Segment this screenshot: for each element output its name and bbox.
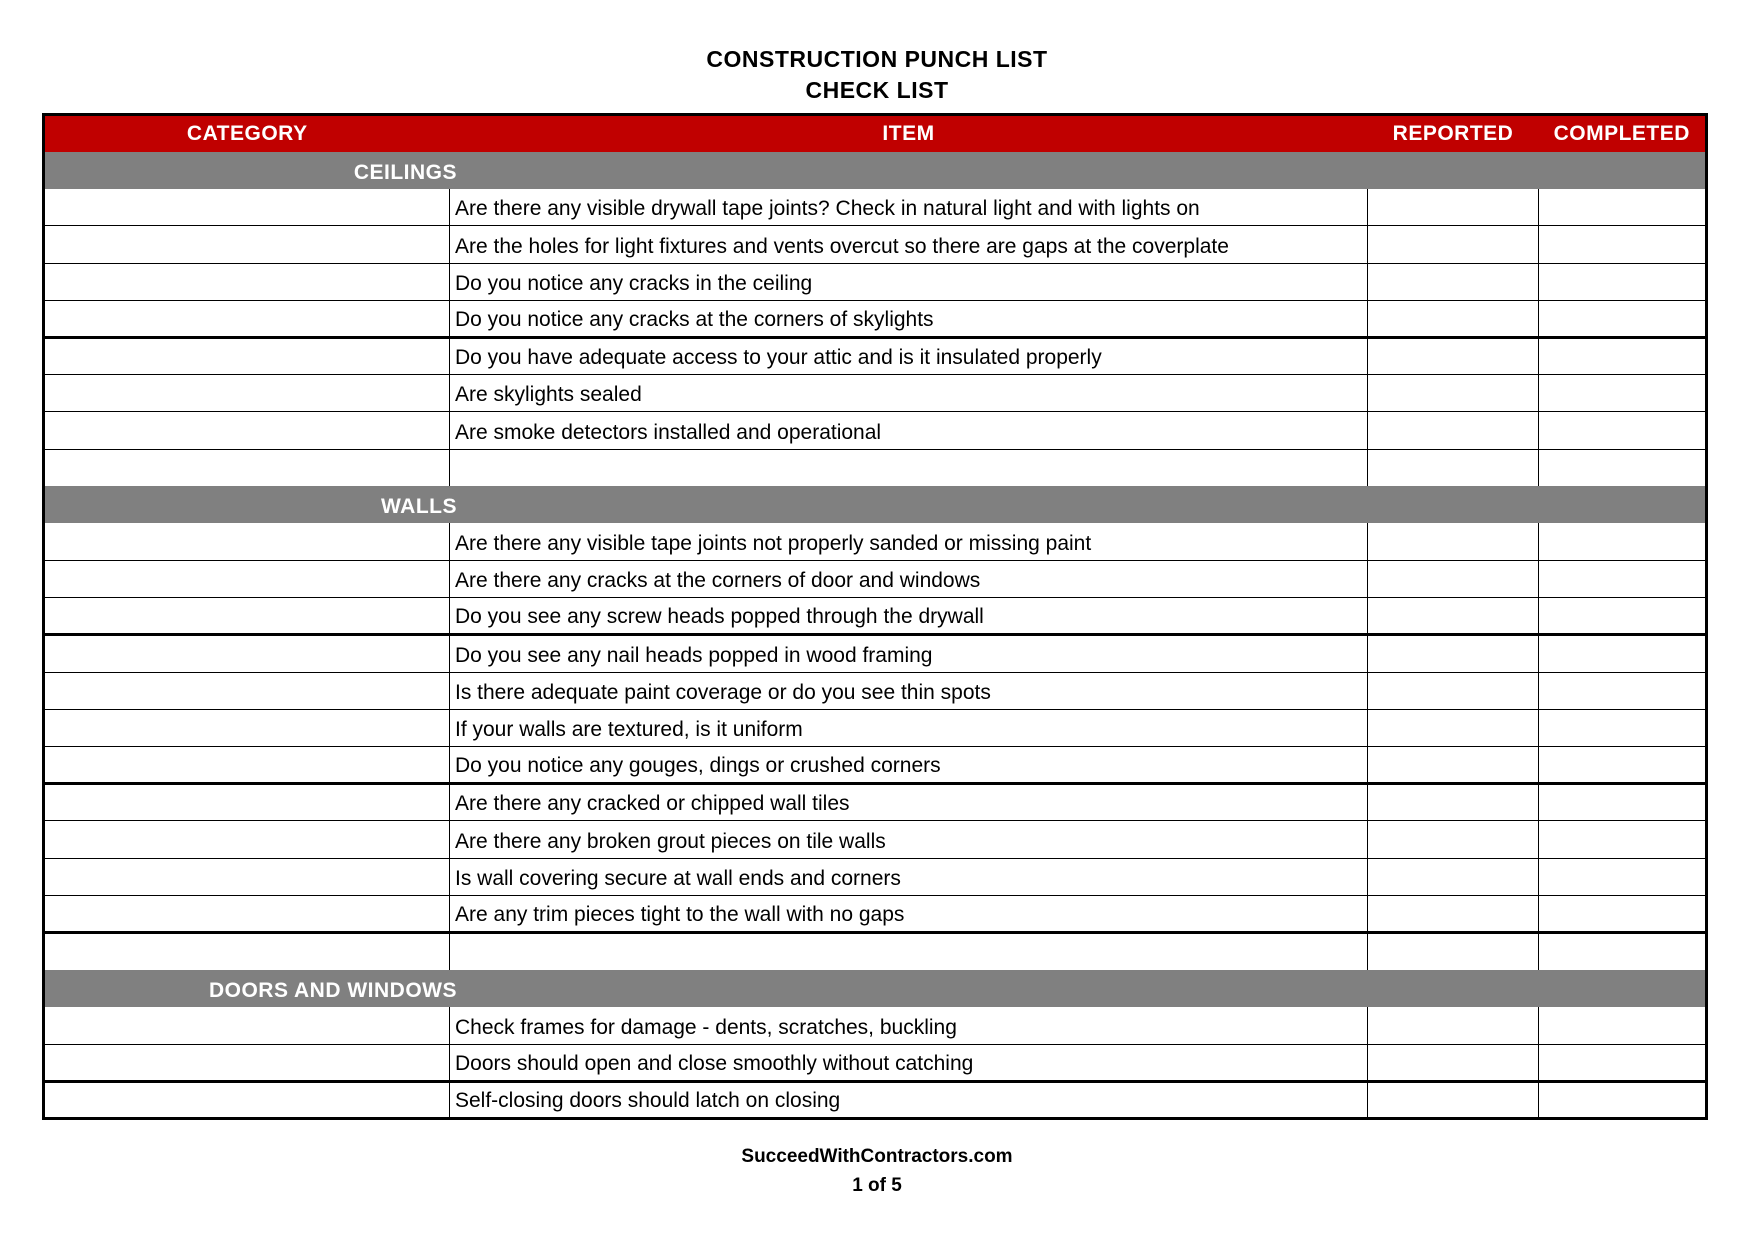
completed-cell	[1539, 263, 1707, 300]
reported-cell	[1368, 449, 1539, 486]
category-cell	[44, 784, 450, 821]
checklist-item-row	[44, 672, 1707, 709]
checklist-item-row	[44, 189, 1707, 226]
empty-row	[44, 932, 1707, 969]
completed-cell	[1539, 858, 1707, 895]
completed-cell	[1539, 1081, 1707, 1118]
category-cell	[44, 263, 450, 300]
reported-cell	[1368, 375, 1539, 412]
category-cell	[44, 523, 450, 560]
item-description-cell: Are any trim pieces tight to the wall with no gaps	[450, 895, 1368, 932]
completed-cell	[1539, 784, 1707, 821]
item-description-cell: Is wall covering secure at wall ends and corners	[450, 858, 1368, 895]
checklist-item-row	[44, 1044, 1707, 1081]
completed-cell	[1539, 821, 1707, 858]
item-description-cell: Doors should open and close smoothly without catching	[450, 1044, 1368, 1081]
item-description-cell: Do you see any nail heads popped in wood framing	[450, 635, 1368, 672]
item-description-cell: Do you notice any cracks at the corners of skylights	[450, 300, 1368, 337]
reported-cell	[1368, 561, 1539, 598]
item-description-cell: Do you notice any gouges, dings or crushed corners	[450, 747, 1368, 784]
completed-cell	[1539, 932, 1707, 969]
checklist-item-row	[44, 263, 1707, 300]
reported-cell	[1368, 709, 1539, 746]
completed-cell	[1539, 523, 1707, 560]
reported-cell	[1368, 1044, 1539, 1081]
item-description-cell: Do you notice any cracks in the ceiling	[450, 263, 1368, 300]
completed-cell	[1539, 561, 1707, 598]
category-cell	[44, 1044, 450, 1081]
item-description-cell: Is there adequate paint coverage or do you see thin spots	[450, 672, 1368, 709]
category-cell	[44, 300, 450, 337]
empty-row	[44, 449, 1707, 486]
category-cell	[44, 189, 450, 226]
category-cell	[44, 449, 450, 486]
item-cell-empty	[450, 449, 1368, 486]
reported-cell	[1368, 226, 1539, 263]
checklist-item-row	[44, 784, 1707, 821]
category-cell	[44, 561, 450, 598]
item-description-cell: Do you have adequate access to your attic and is it insulated properly	[450, 337, 1368, 374]
checklist-item-row	[44, 598, 1707, 635]
completed-cell	[1539, 895, 1707, 932]
reported-cell	[1368, 635, 1539, 672]
column-header-item: ITEM	[882, 121, 935, 145]
completed-cell	[1539, 189, 1707, 226]
section-title: CEILINGS	[353, 160, 457, 184]
checklist-item-row	[44, 561, 1707, 598]
item-description-cell: Check frames for damage - dents, scratches, buckling	[450, 1007, 1368, 1044]
column-header-category: CATEGORY	[186, 121, 308, 145]
category-cell	[44, 932, 450, 969]
section-title: WALLS	[381, 495, 457, 519]
item-description-cell: If your walls are textured, is it uniform	[450, 709, 1368, 746]
category-cell	[44, 598, 450, 635]
category-cell	[44, 821, 450, 858]
checklist-item-row	[44, 1007, 1707, 1044]
category-cell	[44, 1007, 450, 1044]
section-header-cell	[44, 152, 1707, 189]
reported-cell	[1368, 747, 1539, 784]
completed-cell	[1539, 1044, 1707, 1081]
item-cell-empty	[450, 932, 1368, 969]
completed-cell	[1539, 709, 1707, 746]
category-cell	[44, 337, 450, 374]
category-cell	[44, 412, 450, 449]
item-description-cell: Self-closing doors should latch on closing	[450, 1081, 1368, 1118]
section-header-cell	[44, 486, 1707, 523]
footer-page-number: 1 of 5	[852, 1175, 902, 1196]
section-header-cell	[44, 970, 1707, 1007]
footer-site: SucceedWithContractors.com	[741, 1146, 1013, 1167]
completed-cell	[1539, 598, 1707, 635]
checklist-item-row	[44, 635, 1707, 672]
punch-list-table	[42, 113, 1708, 1120]
checklist-item-row	[44, 300, 1707, 337]
reported-cell	[1368, 672, 1539, 709]
item-description-cell: Are there any cracks at the corners of door and windows	[450, 561, 1368, 598]
item-description-cell: Are skylights sealed	[450, 375, 1368, 412]
completed-cell	[1539, 449, 1707, 486]
checklist-item-row	[44, 523, 1707, 560]
reported-cell	[1368, 598, 1539, 635]
checklist-item-row	[44, 375, 1707, 412]
reported-cell	[1368, 1081, 1539, 1118]
checklist-item-row	[44, 858, 1707, 895]
completed-cell	[1539, 672, 1707, 709]
reported-cell	[1368, 895, 1539, 932]
reported-cell	[1368, 189, 1539, 226]
item-description-cell: Are there any broken grout pieces on tile walls	[450, 821, 1368, 858]
category-cell	[44, 858, 450, 895]
column-header-completed: COMPLETED	[1553, 121, 1690, 145]
reported-cell	[1368, 412, 1539, 449]
category-cell	[44, 1081, 450, 1118]
item-description-cell: Do you see any screw heads popped through the drywall	[450, 598, 1368, 635]
checklist-item-row	[44, 747, 1707, 784]
completed-cell	[1539, 300, 1707, 337]
category-cell	[44, 709, 450, 746]
category-cell	[44, 747, 450, 784]
category-cell	[44, 226, 450, 263]
reported-cell	[1368, 263, 1539, 300]
item-description-cell: Are the holes for light fixtures and vents overcut so there are gaps at the coverplate	[450, 226, 1368, 263]
category-cell	[44, 635, 450, 672]
section-header-row-walls	[44, 486, 1707, 523]
category-cell	[44, 672, 450, 709]
reported-cell	[1368, 784, 1539, 821]
document-title-line2: CHECK LIST	[805, 77, 949, 103]
document-title-line1: CONSTRUCTION PUNCH LIST	[706, 46, 1048, 72]
checklist-item-row	[44, 895, 1707, 932]
completed-cell	[1539, 375, 1707, 412]
section-title: DOORS AND WINDOWS	[208, 978, 457, 1002]
category-cell	[44, 895, 450, 932]
reported-cell	[1368, 523, 1539, 560]
completed-cell	[1539, 226, 1707, 263]
reported-cell	[1368, 858, 1539, 895]
completed-cell	[1539, 747, 1707, 784]
item-description-cell: Are there any visible tape joints not properly sanded or missing paint	[450, 523, 1368, 560]
checklist-item-row	[44, 821, 1707, 858]
checklist-item-row	[44, 1081, 1707, 1118]
document-title	[0, 44, 1754, 106]
table-header-row	[44, 115, 1707, 152]
reported-cell	[1368, 821, 1539, 858]
completed-cell	[1539, 412, 1707, 449]
item-description-cell: Are there any cracked or chipped wall tiles	[450, 784, 1368, 821]
checklist-item-row	[44, 412, 1707, 449]
reported-cell	[1368, 932, 1539, 969]
reported-cell	[1368, 1007, 1539, 1044]
reported-cell	[1368, 337, 1539, 374]
completed-cell	[1539, 1007, 1707, 1044]
category-cell	[44, 375, 450, 412]
section-header-row-ceilings	[44, 152, 1707, 189]
item-description-cell: Are there any visible drywall tape joints? Check in natural light and with lights on	[450, 189, 1368, 226]
checklist-item-row	[44, 226, 1707, 263]
completed-cell	[1539, 337, 1707, 374]
section-header-row-doors-and-windows	[44, 970, 1707, 1007]
reported-cell	[1368, 300, 1539, 337]
completed-cell	[1539, 635, 1707, 672]
item-description-cell: Are smoke detectors installed and operational	[450, 412, 1368, 449]
document-footer	[0, 1142, 1754, 1200]
checklist-item-row	[44, 709, 1707, 746]
checklist-item-row	[44, 337, 1707, 374]
column-header-reported: REPORTED	[1392, 121, 1514, 145]
